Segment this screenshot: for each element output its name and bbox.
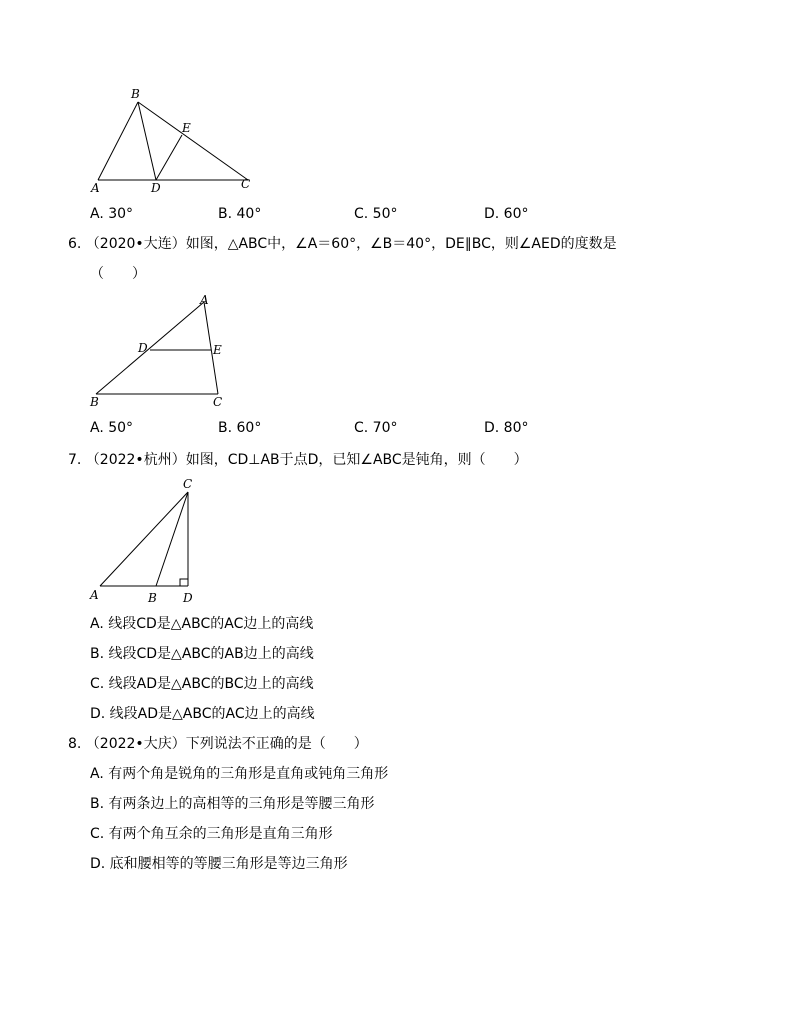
q7-label-b: B (148, 591, 157, 605)
q6-label-d: D (138, 341, 148, 355)
q7-option-c: C. 线段AD是△ABC的BC边上的高线 (90, 676, 314, 692)
q7-stem: 7. （2022•杭州）如图，CD⊥AB于点D，已知∠ABC是钝角，则（ ） (68, 452, 528, 468)
q5-label-a: A (91, 181, 100, 194)
q6-option-a: A. 50° (90, 420, 134, 436)
q7-right-angle-mark (180, 579, 188, 586)
q6-option-b: B. 60° (218, 420, 262, 436)
q5-option-b: B. 40° (218, 206, 262, 222)
q6-stem-line1: 6. （2020•大连）如图，△ABC中，∠A＝60°，∠B＝40°，DE∥BC，则∠AED的度数是 (68, 236, 617, 252)
q7-label-d: D (183, 591, 193, 605)
q7-option-b: B. 线段CD是△ABC的AB边上的高线 (90, 646, 314, 662)
q6-side-ab (96, 302, 204, 394)
q7-figure (80, 474, 220, 606)
q7-side-ac (100, 492, 188, 586)
q6-label-e: E (213, 343, 222, 357)
q5-option-a: A. 30° (90, 206, 134, 222)
q5-figure (80, 88, 260, 194)
q5-option-d: D. 60° (484, 206, 529, 222)
q5-option-c: C. 50° (354, 206, 398, 222)
q7-label-c: C (183, 477, 193, 491)
q8-option-b: B. 有两条边上的高相等的三角形是等腰三角形 (90, 796, 375, 812)
q5-segment-bd (138, 102, 156, 180)
q5-triangle-diagram (80, 88, 260, 194)
q6-triangle-diagram (80, 290, 250, 410)
q7-triangle-diagram (80, 474, 220, 606)
q6-option-d: D. 80° (484, 420, 529, 436)
q6-figure (80, 290, 250, 410)
q5-side-bc (138, 102, 248, 180)
q5-side-ab (98, 102, 138, 180)
q7-option-a: A. 线段CD是△ABC的AC边上的高线 (90, 616, 314, 632)
q7-option-d: D. 线段AD是△ABC的AC边上的高线 (90, 706, 315, 722)
q6-label-c: C (213, 395, 223, 409)
q8-option-c: C. 有两个角互余的三角形是直角三角形 (90, 826, 333, 842)
q8-stem: 8. （2022•大庆）下列说法不正确的是（ ） (68, 736, 368, 752)
q8-option-a: A. 有两个角是锐角的三角形是直角或钝角三角形 (90, 766, 389, 782)
q6-stem-line2: （ ） (90, 266, 146, 282)
q5-label-b: B (131, 88, 140, 101)
q7-label-a: A (90, 588, 99, 602)
q6-option-c: C. 70° (354, 420, 398, 436)
q5-label-c: C (241, 177, 251, 191)
q6-label-a: A (200, 293, 209, 307)
q8-option-d: D. 底和腰相等的等腰三角形是等边三角形 (90, 856, 348, 872)
q5-label-e: E (182, 121, 191, 135)
q5-segment-de (156, 135, 182, 180)
q7-side-bc (156, 492, 188, 586)
q5-label-d: D (151, 181, 161, 194)
q6-label-b: B (90, 395, 99, 409)
